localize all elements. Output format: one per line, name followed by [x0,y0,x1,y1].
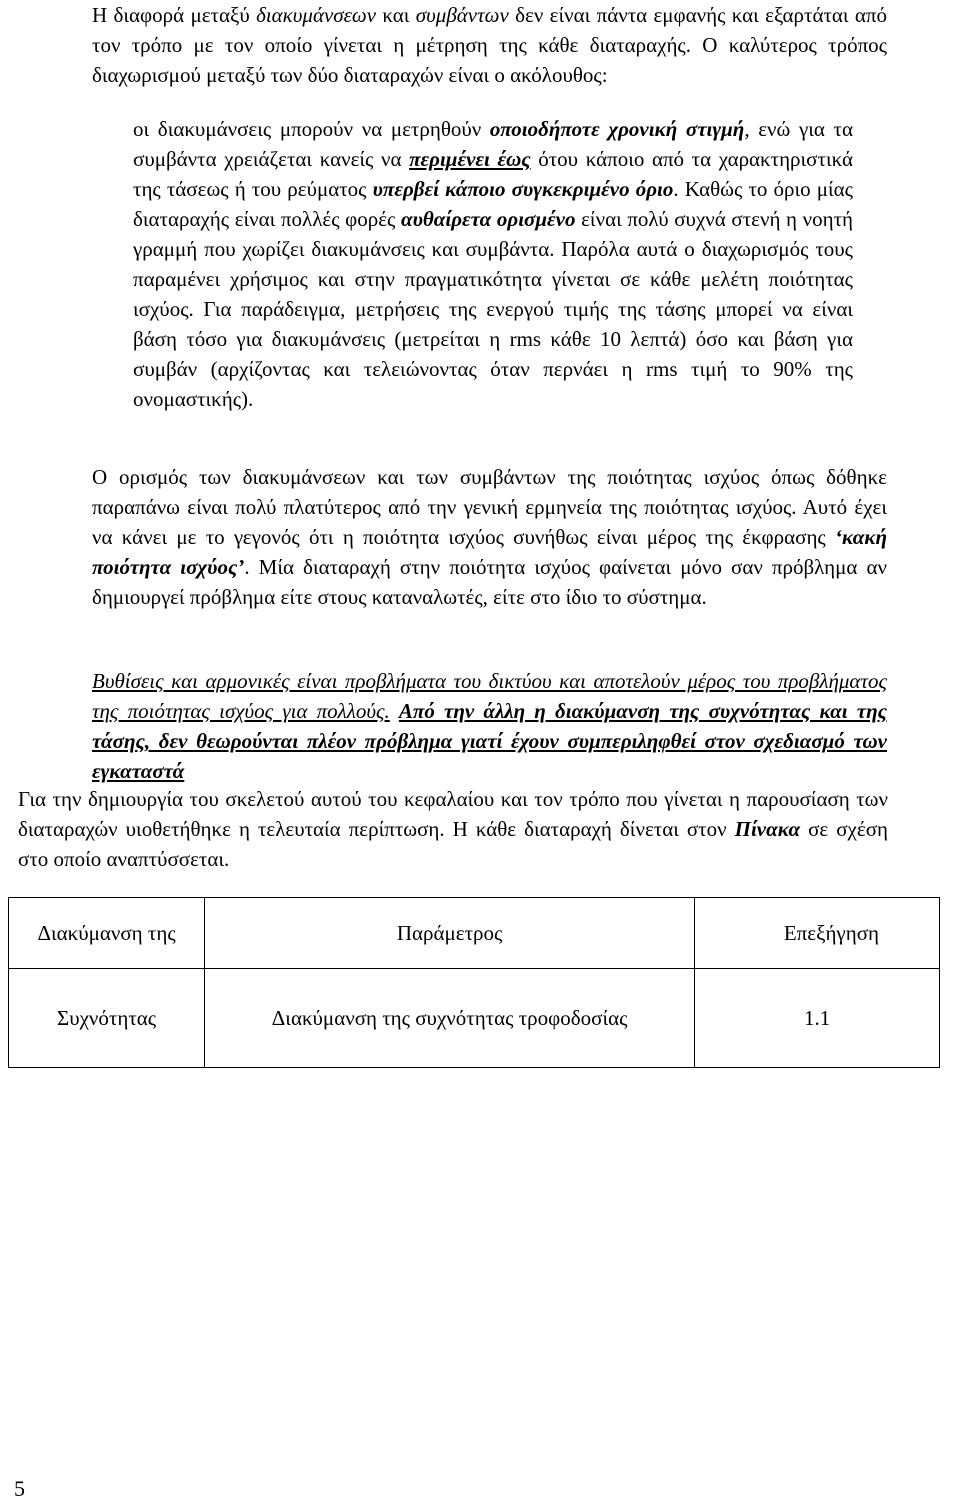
text-run: Η διαφορά μεταξύ [92,3,257,27]
text-run: σε σχέση στο οποίο αναπτύσσεται. [18,817,888,871]
paragraph-chapter-structure [18,784,888,874]
table-cell: Διακύμανση της συχνότητας τροφοδοσίας [205,969,695,1068]
text-run: ότου κάποιο από τα χαρακτηριστικά της τάσεως ή του ρεύματος [133,147,853,201]
table-cell: Συχνότητας [9,969,205,1068]
disturbance-table [8,897,940,1068]
text-run [390,699,399,723]
paragraph-indented-definition [133,114,853,414]
bold-italic-underlined-sentence: Από την άλλη η διακύμανση της συχνότητας και της τάσης, δεν θεωρούνται πλέον πρόβλημα γιατί έχουν συμπεριληφθεί στον σχεδιασμό των εγκαταστά [92,699,887,783]
text-run: και [376,3,416,27]
table-header-cell: Παράμετρος [205,898,695,969]
paragraph-definition-scope [92,462,887,612]
text-run: . Μία διαταραχή στην ποιότητα ισχύος φαίνεται μόνο σαν πρόβλημα αν δημιουργεί πρόβλημα είτε στους καταναλωτές, είτε στο ίδιο το σύστημα. [92,555,887,609]
paragraph-sags-harmonics [92,666,887,786]
bold-italic-anytime: οποιοδήποτε χρονική στιγμή [489,117,745,141]
table-row [9,969,940,1068]
italic-term-fluctuations: διακυμάνσεων [256,3,377,27]
bold-italic-wait-until: περιμένει έως [409,147,531,171]
page-number: 5 [14,1476,25,1501]
bold-italic-bad-power-quality: ‘κακή ποιότητα ισχύος’ [92,525,887,579]
paragraph-intro [92,0,887,90]
bold-italic-arbitrary: αυθαίρετα ορισμένο [400,207,576,231]
text-run: είναι πολύ συχνά στενή η νοητή γραμμή που χωρίζει διακυμάνσεις και συμβάντα. Παρόλα αυτά ο διαχωρισμός τους παραμένει χρήσιμος και στην πραγματικότητα γίνεται σε κάθε μελέτη ποιότητας ισχύος. Για παράδειγμα, μετρήσεις της ενεργού τιμής της τάσης μπορεί να είναι βάση τόσο για διακυμάνσεις (μετρείται η rms κάθε 10 λεπτά) όσο και βάση για συμβάν (αρχίζοντας και τελειώνοντας όταν περνάει η rms τιμή το 90% της ονομαστικής). [133,207,854,411]
text-run: Για την δημιουργία του σκελετού αυτού του κεφαλαίου και τον τρόπο που γίνεται η παρουσίαση των διαταραχών υιοθετήθηκε η τελευταία περίπτωση. Η κάθε διαταραχή δίνεται στον [18,787,888,841]
text-run: δεν είναι πάντα εμφανής και εξαρτάται από τον τρόπο με τον οποίο γίνεται η μέτρηση της κάθε διαταραχής. Ο καλύτερος τρόπος διαχωρισμού μεταξύ των δύο διαταραχών είναι ο ακόλουθος: [92,3,887,87]
text-run: Ο ορισμός των διακυμάνσεων και των συμβάντων της ποιότητας ισχύος όπως δόθηκε παραπάνω είναι πολύ πλατύτερος από την γενική ερμηνεία της ποιότητας ισχύος. Αυτό έχει να κάνει με το γεγονός ότι η ποιότητα ισχύος συνήθως είναι μέρος της έκφρασης [92,465,887,549]
text-run: , ενώ για τα συμβάντα χρειάζεται κανείς να [133,117,854,171]
text-run: . Καθώς το όριο μίας διαταραχής είναι πολλές φορές [133,177,853,231]
italic-underlined-sentence: Βυθίσεις και αρμονικές είναι προβλήματα του δικτύου και αποτελούν μέρος του προβλήματος της ποιότητας ισχύος για πολλούς. [92,669,887,723]
table-cell: 1.1 [695,969,940,1068]
table-header-cell: Επεξήγηση [695,898,940,969]
bold-italic-exceeds-limit: υπερβεί κάποιο συγκεκριμένο όριο [372,177,674,201]
bold-italic-table-word: Πίνακα [734,817,801,841]
italic-term-events: συμβάντων [415,3,509,27]
table-header-row [9,898,940,969]
text-run: οι διακυμάνσεις μπορούν να μετρηθούν [133,117,490,141]
table-header-cell: Διακύμανση της [9,898,205,969]
